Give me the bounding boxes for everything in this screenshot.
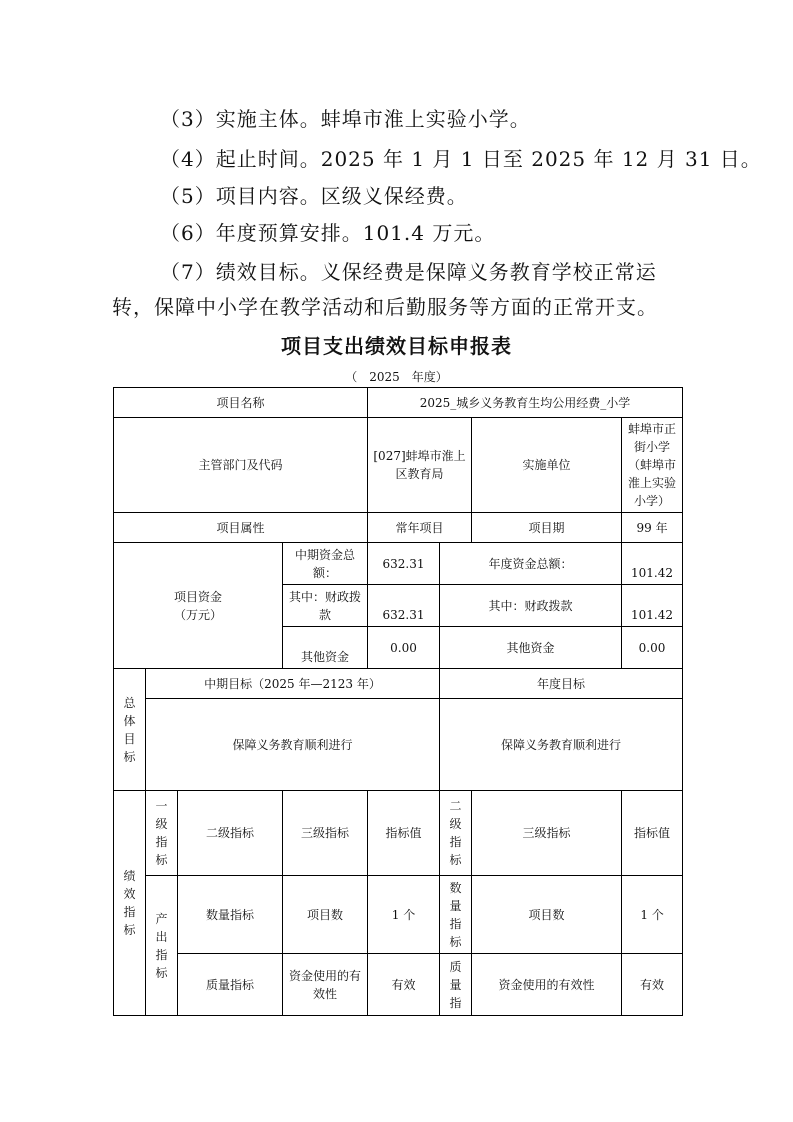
row2-level3-right: 资金使用的有效性 bbox=[472, 954, 622, 1016]
header-level1: 一级指标 bbox=[146, 791, 178, 876]
table-row bbox=[114, 543, 683, 585]
row2-value: 有效 bbox=[368, 954, 440, 1016]
mid-other-label: 其他资金 bbox=[283, 627, 368, 669]
mid-total-label: 中期资金总额： bbox=[283, 543, 368, 585]
header-level2-right: 二级指标 bbox=[440, 791, 472, 876]
mid-fiscal-label: 其中：财政拨款 bbox=[283, 585, 368, 627]
table-row bbox=[114, 699, 683, 791]
funds-unit: （万元） bbox=[173, 607, 222, 622]
table-row bbox=[114, 954, 683, 1016]
row1-value-right: 1 个 bbox=[622, 876, 683, 954]
annual-other-value: 0.00 bbox=[622, 627, 683, 669]
header-value: 指标值 bbox=[368, 791, 440, 876]
table-row bbox=[114, 669, 683, 699]
impl-unit-label: 实施单位 bbox=[472, 418, 622, 513]
row1-level2-right: 数量指标 bbox=[440, 876, 472, 954]
paragraph-content: （5）项目内容。区级义保经费。 bbox=[160, 184, 468, 208]
paragraph-implementer: （3）实施主体。蚌埠市淮上实验小学。 bbox=[160, 107, 531, 131]
table-row bbox=[114, 876, 683, 954]
annual-goal-header: 年度目标 bbox=[440, 669, 683, 699]
annual-goal-text: 保障义务教育顺利进行 bbox=[440, 699, 683, 791]
mid-total-value: 632.31 bbox=[368, 543, 440, 585]
row2-level2: 质量指标 bbox=[178, 954, 283, 1016]
impl-unit-value: 蚌埠市正街小学（蚌埠市淮上实验小学） bbox=[622, 418, 683, 513]
row1-level3: 项目数 bbox=[283, 876, 368, 954]
row1-level2: 数量指标 bbox=[178, 876, 283, 954]
overall-goal-label: 总体目标 bbox=[114, 669, 146, 791]
funds-label-cell bbox=[114, 543, 283, 669]
year-label: （ 2025 年度） bbox=[345, 370, 448, 384]
row2-value-right: 有效 bbox=[622, 954, 683, 1016]
table-row bbox=[114, 388, 683, 418]
header-level3: 三级指标 bbox=[283, 791, 368, 876]
perf-indicator-label: 绩效指标 bbox=[114, 791, 146, 1016]
attr-label: 项目属性 bbox=[114, 513, 368, 543]
paragraph-period: （4）起止时间。2025 年 1 月 1 日至 2025 年 12 月 31 日。 bbox=[160, 147, 762, 171]
annual-fiscal-label: 其中：财政拨款 bbox=[440, 585, 622, 627]
row1-level3-right: 项目数 bbox=[472, 876, 622, 954]
output-indicator-label: 产出指标 bbox=[146, 876, 178, 1016]
paragraph-goal-line2: 转，保障中小学在教学活动和后勤服务等方面的正常开支。 bbox=[112, 295, 658, 319]
row2-level2-right: 质量指 bbox=[440, 954, 472, 1016]
table-row bbox=[114, 418, 683, 513]
mid-other-value: 0.00 bbox=[368, 627, 440, 669]
attr-value: 常年项目 bbox=[368, 513, 472, 543]
mid-fiscal-value: 632.31 bbox=[368, 585, 440, 627]
funds-label: 项目资金 bbox=[173, 589, 222, 604]
row1-value: 1 个 bbox=[368, 876, 440, 954]
table-row bbox=[114, 791, 683, 876]
annual-fiscal-value: 101.42 bbox=[622, 585, 683, 627]
mid-goal-text: 保障义务教育顺利进行 bbox=[146, 699, 440, 791]
performance-form-table bbox=[113, 387, 683, 1016]
period-value: 99 年 bbox=[622, 513, 683, 543]
mid-goal-header: 中期目标（2025 年—2123 年） bbox=[146, 669, 440, 699]
header-level2: 二级指标 bbox=[178, 791, 283, 876]
annual-total-label: 年度资金总额： bbox=[440, 543, 622, 585]
row2-level3: 资金使用的有效性 bbox=[283, 954, 368, 1016]
header-level3-right: 三级指标 bbox=[472, 791, 622, 876]
annual-total-value: 101.42 bbox=[622, 543, 683, 585]
annual-other-label: 其他资金 bbox=[440, 627, 622, 669]
table-row bbox=[114, 513, 683, 543]
dept-label: 主管部门及代码 bbox=[114, 418, 368, 513]
project-name-value: 2025_城乡义务教育生均公用经费_小学 bbox=[368, 388, 683, 418]
period-label: 项目期 bbox=[472, 513, 622, 543]
project-name-label: 项目名称 bbox=[114, 388, 368, 418]
header-value-right: 指标值 bbox=[622, 791, 683, 876]
table-title: 项目支出绩效目标申报表 bbox=[281, 334, 512, 358]
dept-value: [027]蚌埠市淮上区教育局 bbox=[368, 418, 472, 513]
paragraph-goal-line1: （7）绩效目标。义保经费是保障义务教育学校正常运 bbox=[160, 260, 657, 284]
paragraph-budget: （6）年度预算安排。101.4 万元。 bbox=[160, 221, 496, 245]
